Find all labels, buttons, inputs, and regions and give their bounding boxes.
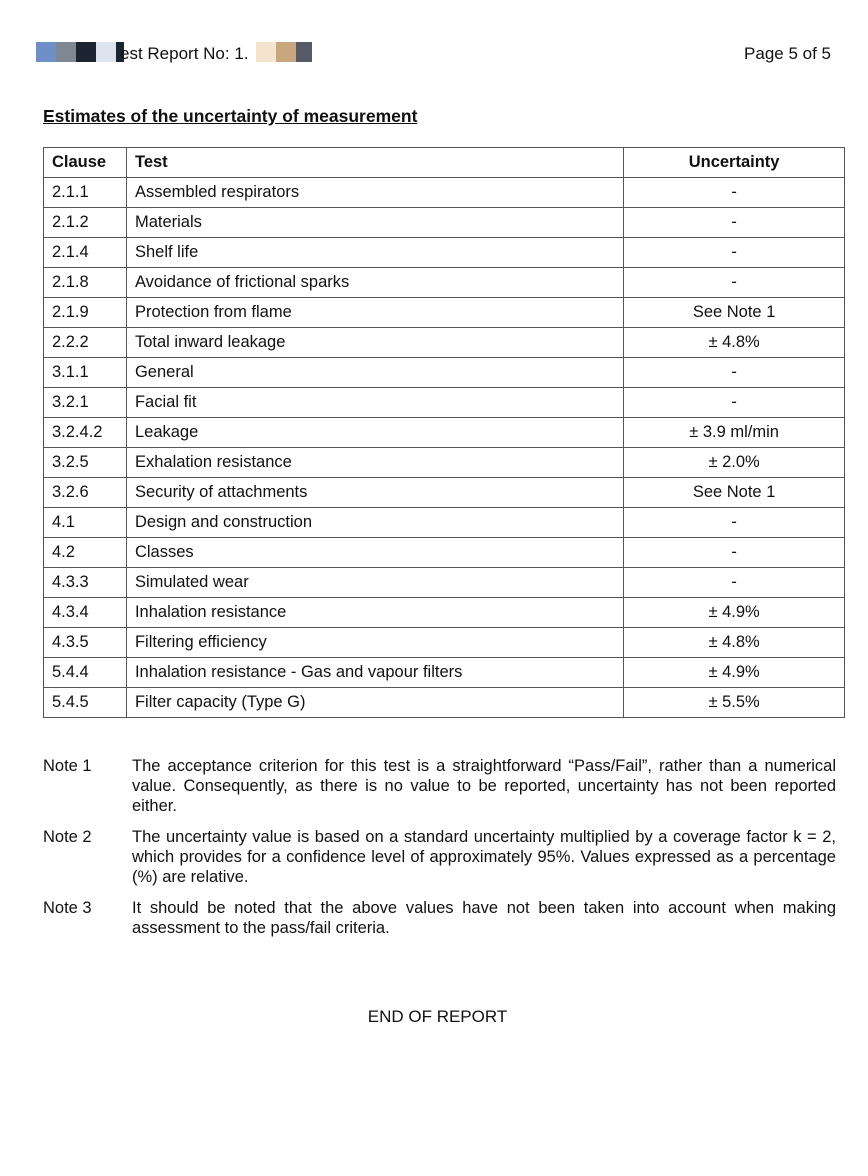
clause-cell: 2.1.1 [44, 178, 127, 208]
table-row [44, 418, 845, 448]
uncertainty-cell: See Note 1 [624, 478, 845, 508]
test-cell: Exhalation resistance [126, 448, 623, 478]
test-cell: Avoidance of frictional sparks [126, 268, 623, 298]
table-row [44, 508, 845, 538]
table-row [44, 688, 845, 718]
test-cell: Inhalation resistance - Gas and vapour filters [126, 658, 623, 688]
column-header-test: Test [126, 148, 623, 178]
test-cell: Security of attachments [126, 478, 623, 508]
test-cell: Filter capacity (Type G) [126, 688, 623, 718]
clause-cell: 2.1.4 [44, 238, 127, 268]
clause-cell: 3.2.6 [44, 478, 127, 508]
note-label: Note 2 [43, 828, 92, 846]
clause-cell: 4.3.5 [44, 628, 127, 658]
note-2 [43, 827, 836, 887]
notes-section [43, 756, 836, 949]
report-number-label: est Report No: 1. [120, 44, 249, 63]
table-row [44, 538, 845, 568]
test-cell: Filtering efficiency [126, 628, 623, 658]
uncertainty-cell: - [624, 388, 845, 418]
table-header-row [44, 148, 845, 178]
test-cell: Classes [126, 538, 623, 568]
note-text: It should be noted that the above values have not been taken into account when making assessment to the pass/fail criteria. [132, 899, 836, 937]
test-cell: Protection from flame [126, 298, 623, 328]
clause-cell: 3.2.4.2 [44, 418, 127, 448]
table-row [44, 358, 845, 388]
table-row [44, 238, 845, 268]
clause-cell: 3.1.1 [44, 358, 127, 388]
table-row [44, 628, 845, 658]
redaction-segment [276, 42, 296, 62]
clause-cell: 4.2 [44, 538, 127, 568]
uncertainty-cell: ± 5.5% [624, 688, 845, 718]
uncertainty-cell: - [624, 208, 845, 238]
table-row [44, 388, 845, 418]
column-header-uncertainty: Uncertainty [624, 148, 845, 178]
redaction-segment [296, 42, 312, 62]
table-row [44, 178, 845, 208]
clause-cell: 2.1.2 [44, 208, 127, 238]
note-label: Note 3 [43, 899, 92, 917]
redaction-segment [256, 42, 276, 62]
uncertainty-cell: - [624, 568, 845, 598]
redaction-segment [76, 42, 96, 62]
column-header-clause: Clause [44, 148, 127, 178]
table-row [44, 598, 845, 628]
note-text: The acceptance criterion for this test is a straightforward “Pass/Fail”, rather than a numerical value. Consequently, as there is no value to be reported, uncertainty has not been reported either. [132, 757, 836, 815]
uncertainty-cell: ± 2.0% [624, 448, 845, 478]
clause-cell: 2.1.8 [44, 268, 127, 298]
test-cell: Materials [126, 208, 623, 238]
table-row [44, 448, 845, 478]
test-cell: General [126, 358, 623, 388]
note-3 [43, 898, 836, 938]
test-cell: Simulated wear [126, 568, 623, 598]
page-number: Page 5 of 5 [744, 44, 831, 63]
uncertainty-cell: ± 4.9% [624, 598, 845, 628]
table-row [44, 208, 845, 238]
uncertainty-cell: ± 4.9% [624, 658, 845, 688]
redaction-segment [96, 42, 116, 62]
redaction-segment [56, 42, 76, 62]
test-cell: Inhalation resistance [126, 598, 623, 628]
uncertainty-cell: See Note 1 [624, 298, 845, 328]
uncertainty-cell: - [624, 538, 845, 568]
test-cell: Design and construction [126, 508, 623, 538]
page-header [36, 42, 831, 66]
clause-cell: 3.2.5 [44, 448, 127, 478]
note-1 [43, 756, 836, 816]
uncertainty-cell: - [624, 268, 845, 298]
uncertainty-table [43, 147, 845, 718]
report-number [120, 44, 249, 64]
test-cell: Total inward leakage [126, 328, 623, 358]
clause-cell: 4.1 [44, 508, 127, 538]
note-label: Note 1 [43, 757, 92, 775]
table-row [44, 268, 845, 298]
clause-cell: 5.4.5 [44, 688, 127, 718]
clause-cell: 5.4.4 [44, 658, 127, 688]
clause-cell: 3.2.1 [44, 388, 127, 418]
note-text: The uncertainty value is based on a standard uncertainty multiplied by a coverage factor k = 2, which provides for a confidence level of approximately 95%. Values expressed as a percentage (%) are relative. [132, 828, 836, 886]
table-row [44, 298, 845, 328]
uncertainty-cell: - [624, 358, 845, 388]
uncertainty-cell: - [624, 178, 845, 208]
clause-cell: 2.1.9 [44, 298, 127, 328]
uncertainty-cell: - [624, 508, 845, 538]
test-cell: Assembled respirators [126, 178, 623, 208]
test-cell: Facial fit [126, 388, 623, 418]
end-of-report: END OF REPORT [367, 1007, 508, 1026]
test-cell: Shelf life [126, 238, 623, 268]
uncertainty-cell: - [624, 238, 845, 268]
clause-cell: 2.2.2 [44, 328, 127, 358]
clause-cell: 4.3.4 [44, 598, 127, 628]
uncertainty-cell: ± 4.8% [624, 328, 845, 358]
table-row [44, 658, 845, 688]
test-cell: Leakage [126, 418, 623, 448]
table-row [44, 568, 845, 598]
uncertainty-cell: ± 3.9 ml/min [624, 418, 845, 448]
clause-cell: 4.3.3 [44, 568, 127, 598]
table-row [44, 328, 845, 358]
section-title: Estimates of the uncertainty of measurement [43, 106, 418, 126]
redaction-segment [36, 42, 56, 62]
uncertainty-cell: ± 4.8% [624, 628, 845, 658]
table-row [44, 478, 845, 508]
